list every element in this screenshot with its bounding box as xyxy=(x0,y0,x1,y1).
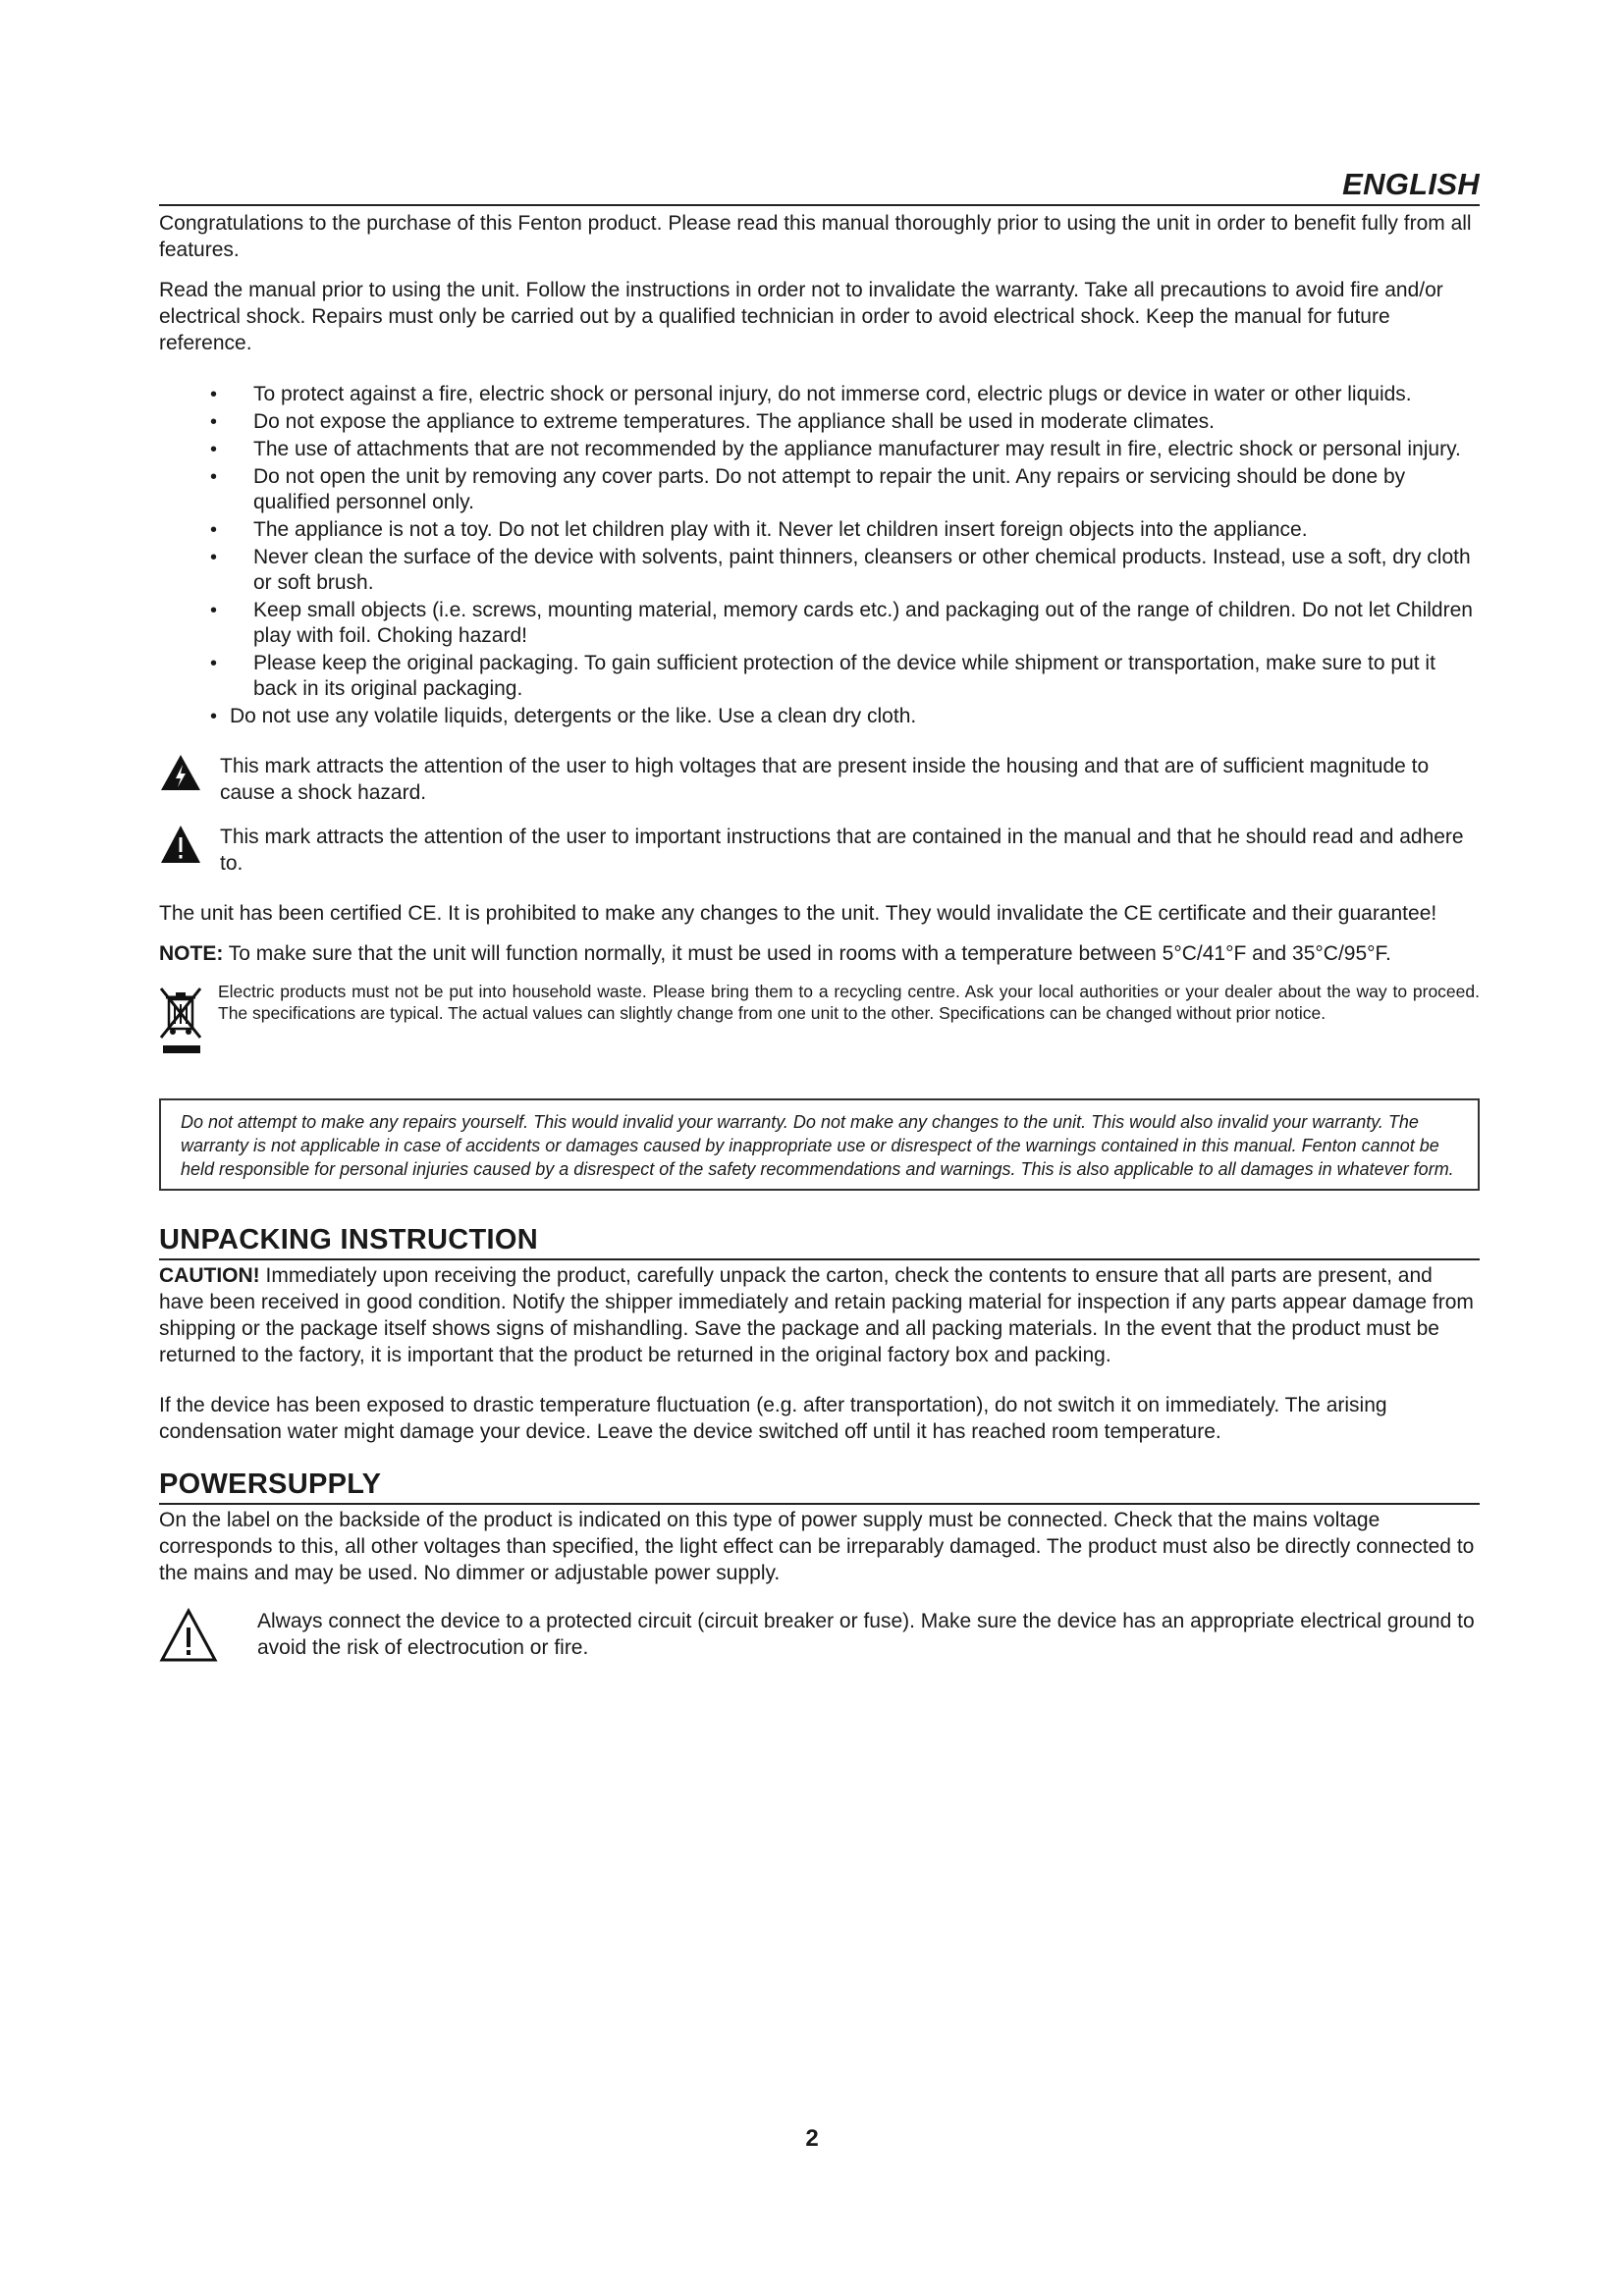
safety-item: • The use of attachments that are not recommended by the appliance manufacturer may result in fire, electric shock or personal injury. xyxy=(159,437,1480,462)
safety-item: • Keep small objects (i.e. screws, mounting material, memory cards etc.) and packaging out of the range of children. Do not let Children play with foil. Choking hazard! xyxy=(159,598,1480,649)
safety-item: • Do not open the unit by removing any cover parts. Do not attempt to repair the unit. Any repairs or servicing should be done by qualified personnel only. xyxy=(159,464,1480,515)
instructions-mark-text: This mark attracts the attention of the user to important instructions that are contained in the manual and that he should read and adhere to. xyxy=(220,826,1464,875)
caution-triangle-icon xyxy=(159,1608,257,1663)
safety-list xyxy=(159,382,1480,729)
intro-paragraph-1: Congratulations to the purchase of this Fenton product. Please read this manual thoroughly prior to using the unit in order to benefit fully from all features. xyxy=(159,212,1472,261)
safety-item: • To protect against a fire, electric shock or personal injury, do not immerse cord, electric plugs or device in water or other liquids. xyxy=(159,382,1480,407)
weee-row xyxy=(159,981,1480,1057)
safety-item: • The appliance is not a toy. Do not let children play with it. Never let children insert foreign objects into the appliance. xyxy=(159,517,1480,543)
powersupply-paragraph: On the label on the backside of the product is indicated on this type of power supply must be connected. Check that the mains voltage corresponds to this, all other voltages than specified, the light effect can be irreparably damaged. The product must also be directly connected to the mains and may be used. No dimmer or adjustable power supply. xyxy=(159,1509,1475,1584)
caution-label: CAUTION! xyxy=(159,1264,260,1287)
note-paragraph xyxy=(159,940,1480,967)
intro-paragraph-2: Read the manual prior to using the unit. Follow the instructions in order not to invalidate the warranty. Take all precautions to avoid fire and/or electrical shock. Repairs must only be carried out by a qualified technician in order to avoid electrical shock. Keep the manual for future reference. xyxy=(159,279,1443,354)
disclaimer-box xyxy=(159,1098,1480,1191)
high-voltage-warning-icon xyxy=(159,753,220,792)
caution-paragraph xyxy=(159,1262,1480,1368)
safety-item: • Please keep the original packaging. To gain sufficient protection of the device while shipment or transportation, make sure to put it back in its original packaging. xyxy=(159,651,1480,702)
exclamation-warning-icon xyxy=(159,824,220,865)
ce-paragraph: The unit has been certified CE. It is prohibited to make any changes to the unit. They would invalidate the CE certificate and their guarantee! xyxy=(159,902,1437,925)
powersupply-warning-text: Always connect the device to a protected circuit (circuit breaker or fuse). Make sure the device has an appropriate electrical ground to avoid the risk of electrocution or fire. xyxy=(257,1610,1475,1659)
language-heading: ENGLISH xyxy=(159,167,1480,206)
note-label: NOTE: xyxy=(159,942,224,965)
unpacking-heading: UNPACKING INSTRUCTION xyxy=(159,1224,1480,1260)
crossed-bin-icon xyxy=(159,981,218,1057)
safety-item: • Do not expose the appliance to extreme temperatures. The appliance shall be used in moderate climates. xyxy=(159,409,1480,435)
instructions-mark-row xyxy=(159,824,1480,877)
temperature-paragraph: If the device has been exposed to drastic temperature fluctuation (e.g. after transportation), do not switch it on immediately. The arising condensation water might damage your device. Leave the device switched off until it has reached room temperature. xyxy=(159,1394,1387,1443)
weee-text: Electric products must not be put into household waste. Please bring them to a recycling centre. Ask your local authorities or your dealer about the way to proceed. The specifications are typical. The actual values can slightly change from one unit to the other. Specifications can be changed without prior notice. xyxy=(218,982,1480,1023)
safety-item: • Never clean the surface of the device with solvents, paint thinners, cleansers or other chemical products. Instead, use a soft, dry cloth or soft brush. xyxy=(159,545,1480,596)
manual-page xyxy=(159,167,1480,1663)
note-text: To make sure that the unit will function normally, it must be used in rooms with a temperature between 5°C/41°F and 35°C/95°F. xyxy=(223,942,1391,965)
voltage-mark-text: This mark attracts the attention of the user to high voltages that are present inside the housing and that are of sufficient magnitude to cause a shock hazard. xyxy=(220,755,1430,804)
voltage-mark-row xyxy=(159,753,1480,806)
safety-item: • Do not use any volatile liquids, detergents or the like. Use a clean dry cloth. xyxy=(159,704,1480,729)
disclaimer-text: Do not attempt to make any repairs yourself. This would invalid your warranty. Do not make any changes to the unit. This would also invalid your warranty. The warranty is not applicable in case of accidents or damages caused by inappropriate use or disrespect of the warnings contained in this manual. Fenton cannot be held responsible for personal injuries caused by a disrespect of the safety recommendations and warnings. This is also applicable to all damages in whatever form. xyxy=(181,1112,1454,1179)
powersupply-heading: POWERSUPPLY xyxy=(159,1468,1480,1505)
powersupply-warning-row xyxy=(159,1608,1480,1663)
page-number: 2 xyxy=(805,2125,819,2152)
caution-text: Immediately upon receiving the product, carefully unpack the carton, check the contents to ensure that all parts are present, and have been received in good condition. Notify the shipper immediately and retain packing material for inspection if any parts appear damage from shipping or the package itself shows signs of mishandling. Save the package and all packing materials. In the event that the product must be returned to the factory, it is important that the product be returned in the original factory box and packing. xyxy=(159,1264,1474,1366)
